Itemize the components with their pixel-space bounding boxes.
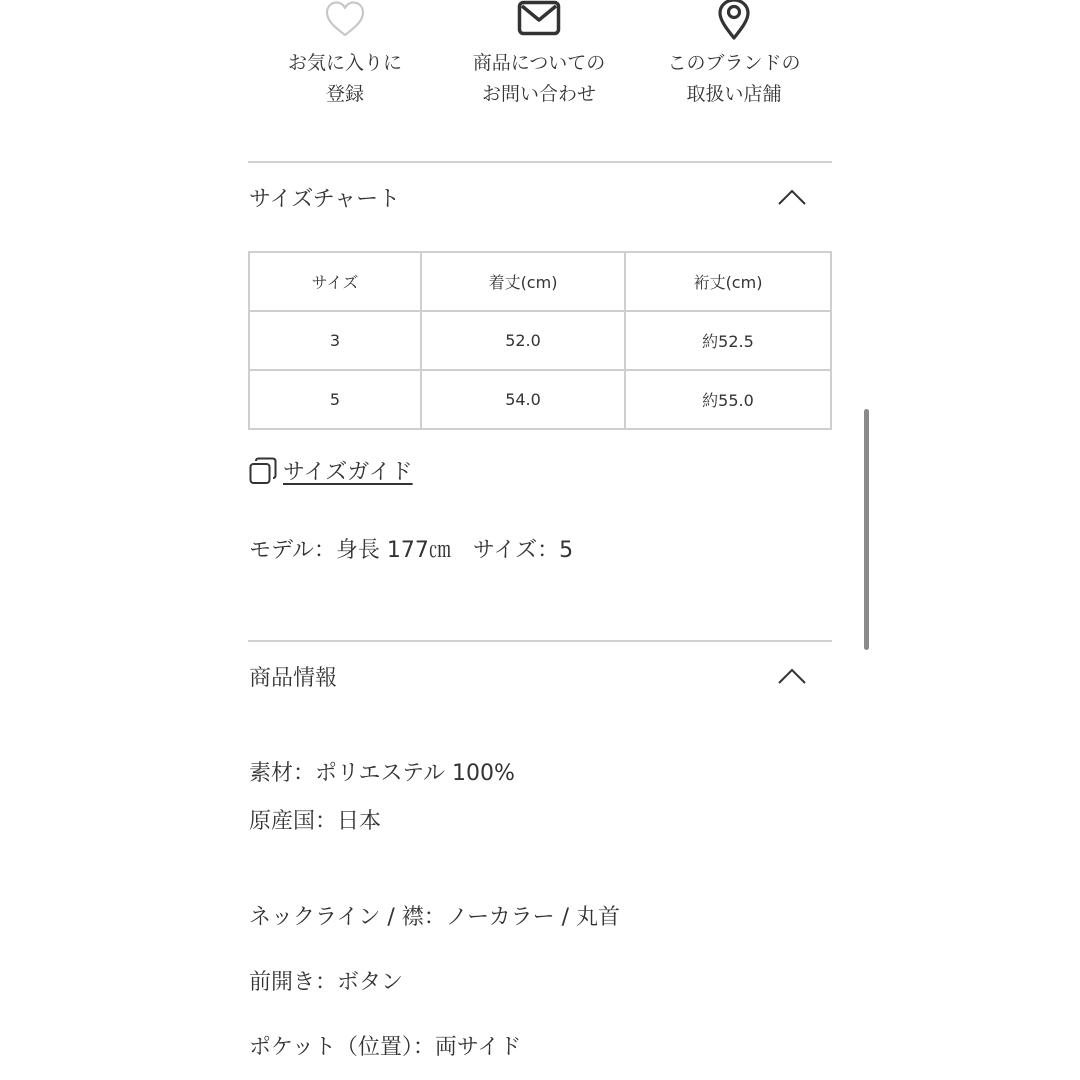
favorite-label: お気に入りに 登録 [287, 52, 402, 105]
cell-length: 52.0 [421, 311, 625, 370]
header-length: 着丈(cm) [421, 252, 625, 311]
map-pin-icon [644, 0, 824, 40]
size-table [248, 251, 832, 430]
size-guide-link[interactable] [249, 455, 413, 486]
table-row [249, 311, 831, 370]
table-row [249, 370, 831, 429]
cell-size: 3 [249, 311, 421, 370]
pocket-text: ポケット（位置）：両サイド [249, 1035, 522, 1060]
stores-label: このブランドの 取扱い店舗 [667, 52, 801, 105]
model-info: モデル：身長 177㎝ サイズ：5 [249, 538, 574, 563]
section-divider [248, 640, 832, 642]
cell-sleeve: 約55.0 [625, 370, 831, 429]
inquiry-label: 商品についての お問い合わせ [472, 52, 606, 105]
copy-icon [249, 457, 277, 485]
material-text: 素材：ポリエステル 100% [249, 761, 515, 786]
favorite-button[interactable] [255, 0, 435, 110]
neckline-text: ネックライン / 襟：ノーカラー / 丸首 [249, 905, 621, 930]
front-opening-text: 前開き：ボタン [249, 970, 404, 995]
product-info-title: 商品情報 [249, 666, 338, 691]
header-size: サイズ [249, 252, 421, 311]
header-sleeve: 裄丈(cm) [625, 252, 831, 311]
table-header-row [249, 252, 831, 311]
cell-length: 54.0 [421, 370, 625, 429]
inquiry-button[interactable] [449, 0, 629, 110]
cell-sleeve: 約52.5 [625, 311, 831, 370]
cell-size: 5 [249, 370, 421, 429]
size-chart-title: サイズチャート [249, 187, 401, 212]
section-divider [248, 161, 832, 163]
origin-text: 原産国：日本 [249, 809, 382, 834]
chevron-up-icon[interactable] [777, 188, 807, 206]
stores-button[interactable] [644, 0, 824, 110]
chevron-up-icon[interactable] [777, 667, 807, 685]
envelope-icon [449, 0, 629, 40]
heart-icon [255, 0, 435, 40]
scrollbar[interactable] [864, 409, 869, 650]
size-guide-label[interactable]: サイズガイド [283, 460, 413, 485]
